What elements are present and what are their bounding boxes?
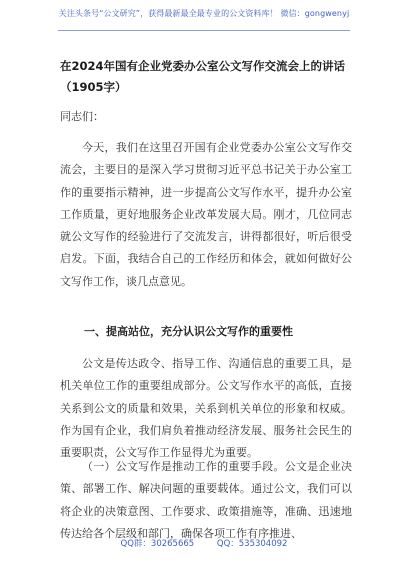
header-banner: 关注头条号“公文研究”，获得最新最全最专业的公文资料库！ 微信：gongwenyj — [58, 9, 350, 18]
footer-contact — [0, 537, 408, 549]
footer-qq-number: QQ：535304092 — [216, 539, 288, 549]
header-divider — [58, 30, 350, 31]
greeting: 同志们： — [60, 110, 104, 123]
paragraph-subpoint-1: （一）公文写作是推动工作的重要手段。公文是企业决策、部署工作、解决问题的重要载体。通过公文，我们可以将企业的决策意图、工作要求、政策措施等，准确、迅速地传达给各个层级和部门，确保各项工作有序推进、 — [60, 460, 352, 540]
section-heading: 一、提高站位，充分认识公文写作的重要性 — [84, 325, 293, 338]
paragraph-importance: 公文是传达政令、指导工作、沟通信息的重要工具，是机关单位工作的重要组成部分。公文写作水平的高低，直接关系到公文的质量和效果，关系到机关单位的形象和权威。作为国有企业，我们肩负着推动经济发展、服务社会民生的重要职责，公文写作工作显得尤为重要。 — [60, 357, 352, 460]
paragraph-intro: 今天，我们在这里召开国有企业党委办公室公文写作交流会，主要目的是深入学习贯彻习近平总书记关于办公室工作的重要指示精神，进一步提高公文写作水平，提升办公室工作质量，更好地服务企业改革发展大局。刚才，几位同志就公文写作的经验进行了交流发言，讲得都很好，听后很受启发。下面，我结合自己的工作经历和体会，就如何做好公文写作工作，谈几点意见。 — [60, 141, 352, 288]
document-title: 在2024年国有企业党委办公室公文写作交流会上的讲话（1905字） — [60, 59, 346, 94]
footer-qq-group: QQ群：30265665 — [120, 539, 195, 549]
